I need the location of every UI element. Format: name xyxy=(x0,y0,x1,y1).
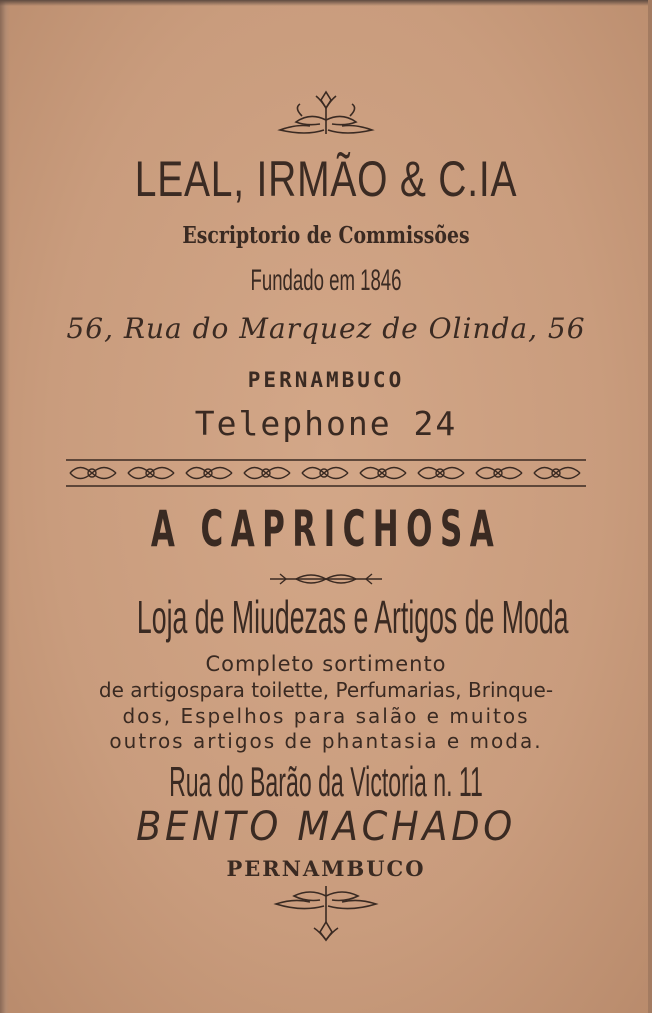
firm-name: LEAL, IRMÃO & C.IA xyxy=(134,151,518,207)
description-line: de artigospara toilette, Perfumarias, Brinque- xyxy=(98,678,554,702)
decorative-border-icon xyxy=(0,456,652,490)
floral-ornament-icon xyxy=(0,882,652,946)
shop-city: PERNAMBUCO xyxy=(226,856,426,881)
firm-address: 56, Rua do Marquez de Olinda, 56 xyxy=(66,312,586,345)
divider-ornament-icon xyxy=(0,570,652,588)
firm-city: PERNAMBUCO xyxy=(247,368,405,392)
office-subtitle: Escriptorio de Commissões xyxy=(182,222,470,249)
description-line: outros artigos de phantasia e moda. xyxy=(109,729,543,753)
shop-type: Loja de Miudezas e Artigos de Moda xyxy=(136,591,569,643)
owner-name: BENTO MACHADO xyxy=(136,804,516,850)
telephone-line: Telephone 24 xyxy=(194,404,458,443)
floral-ornament-icon xyxy=(0,86,652,146)
founded-line: Fundado em 1846 xyxy=(250,264,402,297)
description-line: dos, Espelhos para salão e muitos xyxy=(122,704,530,728)
shop-name: A CAPRICHOSA xyxy=(150,500,502,558)
page-edge-top xyxy=(0,0,652,6)
description-line: Completo sortimento xyxy=(205,652,447,676)
shop-street: Rua do Barão da Victoria n. 11 xyxy=(169,758,483,805)
